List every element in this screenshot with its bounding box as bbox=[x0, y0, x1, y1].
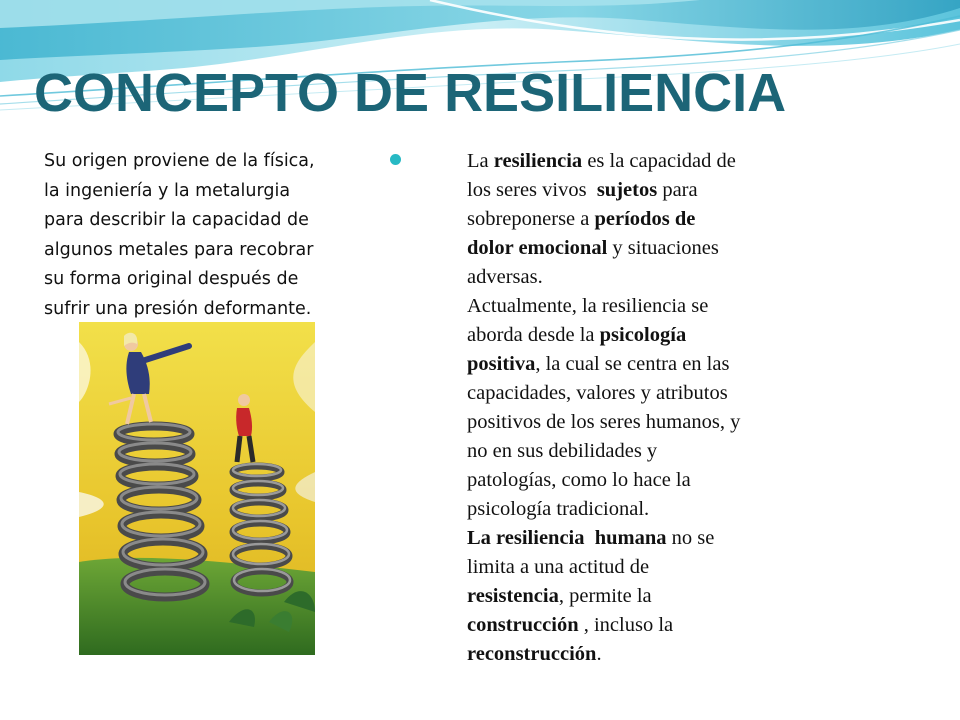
right-line bbox=[467, 176, 817, 205]
left-line: la ingeniería y la metalurgia bbox=[44, 180, 291, 201]
right-line bbox=[467, 292, 817, 321]
bold-term: resiliencia bbox=[493, 150, 583, 172]
text-run: sobreponerse a bbox=[467, 208, 595, 230]
slide-title: CONCEPTO DE RESILIENCIA bbox=[34, 63, 787, 123]
text-run: y situaciones bbox=[607, 237, 719, 259]
right-line bbox=[467, 495, 817, 524]
right-line bbox=[467, 263, 817, 292]
bold-term: dolor emocional bbox=[467, 237, 608, 259]
text-run: , permite la bbox=[558, 585, 652, 607]
text-run: capacidades, valores y atributos bbox=[467, 382, 728, 404]
right-line bbox=[467, 437, 817, 466]
right-line bbox=[467, 234, 817, 263]
right-line bbox=[467, 147, 817, 176]
text-run: , la cual se centra en las bbox=[535, 353, 730, 375]
right-line bbox=[467, 205, 817, 234]
right-paragraph bbox=[467, 147, 817, 669]
bold-term: períodos de bbox=[594, 208, 696, 230]
text-run: . bbox=[596, 643, 602, 665]
right-line bbox=[467, 640, 817, 669]
text-run: para bbox=[657, 179, 698, 201]
bold-term: La resiliencia humana bbox=[467, 527, 667, 549]
text-run: no se bbox=[666, 527, 715, 549]
text-run: , incluso la bbox=[578, 614, 674, 636]
text-run: aborda desde la bbox=[467, 324, 600, 346]
right-line bbox=[467, 553, 817, 582]
right-line bbox=[467, 379, 817, 408]
left-line: Su origen proviene de la física, bbox=[44, 151, 315, 171]
right-line bbox=[467, 350, 817, 379]
text-run: adversas. bbox=[467, 266, 543, 288]
right-line bbox=[467, 321, 817, 350]
text-run: Actualmente, la resiliencia se bbox=[467, 295, 709, 317]
text-run: los seres vivos bbox=[467, 179, 597, 201]
right-line bbox=[467, 524, 817, 553]
bullet-icon bbox=[390, 154, 401, 165]
left-line: algunos metales para recobrar bbox=[44, 239, 314, 260]
left-line: sufrir una presión deformante. bbox=[44, 298, 312, 319]
right-line bbox=[467, 582, 817, 611]
bold-term: sujetos bbox=[596, 179, 658, 201]
text-run: La bbox=[467, 150, 494, 172]
spring-figures-illustration bbox=[79, 322, 315, 655]
text-run: es la capacidad de bbox=[582, 150, 736, 172]
left-line: para describir la capacidad de bbox=[44, 210, 309, 230]
bold-term: construcción bbox=[467, 614, 579, 636]
right-line bbox=[467, 466, 817, 495]
text-run: psicología tradicional. bbox=[467, 498, 650, 520]
bold-term: positiva bbox=[467, 353, 536, 375]
right-line bbox=[467, 611, 817, 640]
right-line bbox=[467, 408, 817, 437]
bold-term: reconstrucción bbox=[467, 643, 597, 665]
bold-term: resistencia bbox=[467, 585, 559, 607]
left-paragraph bbox=[44, 147, 364, 324]
text-run: no en sus debilidades y bbox=[467, 440, 658, 462]
left-line: su forma original después de bbox=[44, 269, 299, 289]
bold-term: psicología bbox=[599, 324, 687, 346]
text-run: positivos de los seres humanos, y bbox=[467, 411, 741, 433]
text-run: limita a una actitud de bbox=[467, 556, 650, 578]
text-run: patologías, como lo hace la bbox=[467, 469, 691, 491]
